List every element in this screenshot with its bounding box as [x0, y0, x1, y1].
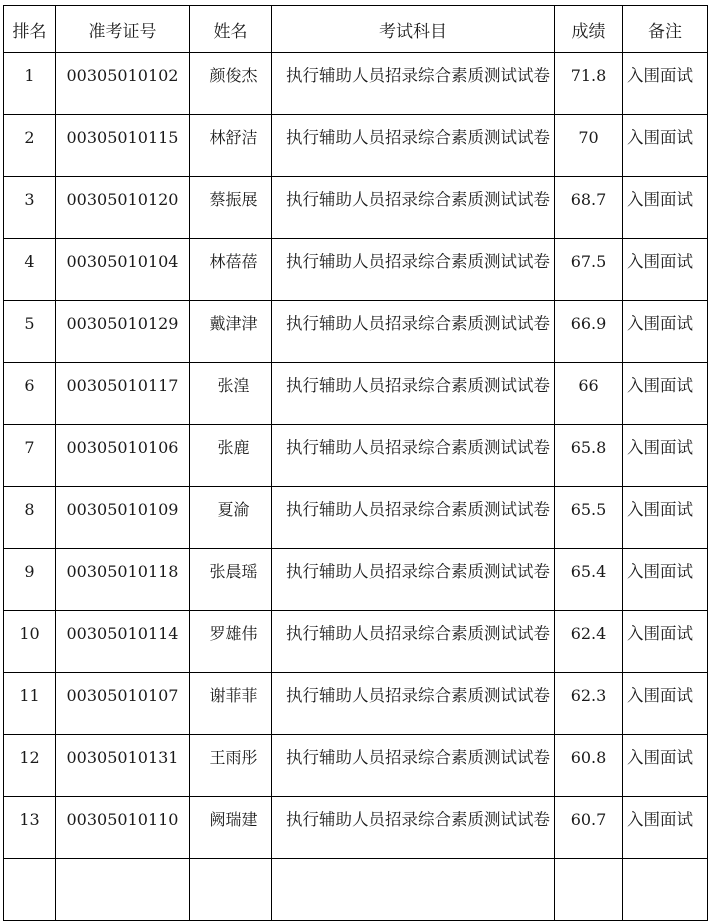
subject-text: 执行辅助人员招录综合素质测试试卷 [286, 686, 550, 705]
cell-subject [272, 53, 555, 115]
cell-exam-id: 00305010106 [56, 425, 190, 487]
cell-rank: 2 [4, 115, 56, 177]
cell-score: 67.5 [555, 239, 623, 301]
cell-subject [272, 301, 555, 363]
cell-rank: 1 [4, 53, 56, 115]
cell-rank: 4 [4, 239, 56, 301]
cell-subject [272, 735, 555, 797]
header-subject: 考试科目 [272, 6, 555, 53]
table-row [4, 115, 708, 177]
cell-note: 入围面试 [623, 115, 708, 177]
cell-empty [56, 859, 190, 921]
cell-note: 入围面试 [623, 611, 708, 673]
cell-subject [272, 797, 555, 859]
cell-note: 入围面试 [623, 363, 708, 425]
cell-exam-id: 00305010110 [56, 797, 190, 859]
cell-rank: 10 [4, 611, 56, 673]
subject-text: 执行辅助人员招录综合素质测试试卷 [286, 190, 550, 209]
cell-score: 70 [555, 115, 623, 177]
cell-note: 入围面试 [623, 53, 708, 115]
cell-name: 蔡振展 [190, 177, 272, 239]
header-name: 姓名 [190, 6, 272, 53]
cell-score: 60.7 [555, 797, 623, 859]
cell-rank: 9 [4, 549, 56, 611]
subject-text: 执行辅助人员招录综合素质测试试卷 [286, 624, 550, 643]
cell-note: 入围面试 [623, 487, 708, 549]
table-row [4, 549, 708, 611]
cell-name: 张鹿 [190, 425, 272, 487]
cell-empty [623, 859, 708, 921]
cell-name: 罗雄伟 [190, 611, 272, 673]
subject-text: 执行辅助人员招录综合素质测试试卷 [286, 314, 550, 333]
cell-subject [272, 425, 555, 487]
subject-text: 执行辅助人员招录综合素质测试试卷 [286, 66, 550, 85]
cell-empty [555, 859, 623, 921]
table-row [4, 735, 708, 797]
cell-subject [272, 487, 555, 549]
cell-rank: 12 [4, 735, 56, 797]
cell-exam-id: 00305010118 [56, 549, 190, 611]
cell-subject [272, 363, 555, 425]
subject-text: 执行辅助人员招录综合素质测试试卷 [286, 252, 550, 271]
cell-note: 入围面试 [623, 177, 708, 239]
cell-exam-id: 00305010107 [56, 673, 190, 735]
cell-rank: 13 [4, 797, 56, 859]
cell-rank: 8 [4, 487, 56, 549]
cell-empty [4, 859, 56, 921]
table-row [4, 797, 708, 859]
cell-subject [272, 611, 555, 673]
cell-rank: 5 [4, 301, 56, 363]
cell-score: 66 [555, 363, 623, 425]
header-row [4, 6, 708, 53]
cell-name: 谢菲菲 [190, 673, 272, 735]
cell-subject [272, 239, 555, 301]
table-row [4, 425, 708, 487]
cell-subject [272, 549, 555, 611]
subject-text: 执行辅助人员招录综合素质测试试卷 [286, 500, 550, 519]
table-row [4, 53, 708, 115]
cell-name: 张晨瑶 [190, 549, 272, 611]
cell-score: 71.8 [555, 53, 623, 115]
cell-score: 65.8 [555, 425, 623, 487]
cell-exam-id: 00305010104 [56, 239, 190, 301]
cell-score: 62.4 [555, 611, 623, 673]
cell-note: 入围面试 [623, 239, 708, 301]
table-row [4, 177, 708, 239]
table-row [4, 301, 708, 363]
header-rank: 排名 [4, 6, 56, 53]
cell-exam-id: 00305010114 [56, 611, 190, 673]
table-row [4, 673, 708, 735]
cell-name: 阙瑞建 [190, 797, 272, 859]
cell-empty [190, 859, 272, 921]
cell-note: 入围面试 [623, 301, 708, 363]
cell-empty [272, 859, 555, 921]
cell-name: 王雨彤 [190, 735, 272, 797]
cell-exam-id: 00305010115 [56, 115, 190, 177]
cell-rank: 3 [4, 177, 56, 239]
table-row [4, 611, 708, 673]
cell-exam-id: 00305010129 [56, 301, 190, 363]
cell-rank: 6 [4, 363, 56, 425]
subject-text: 执行辅助人员招录综合素质测试试卷 [286, 748, 550, 767]
cell-name: 张湟 [190, 363, 272, 425]
cell-name: 戴津津 [190, 301, 272, 363]
cell-subject [272, 673, 555, 735]
header-note: 备注 [623, 6, 708, 53]
subject-text: 执行辅助人员招录综合素质测试试卷 [286, 376, 550, 395]
cell-score: 68.7 [555, 177, 623, 239]
table-row [4, 363, 708, 425]
subject-text: 执行辅助人员招录综合素质测试试卷 [286, 810, 550, 829]
subject-text: 执行辅助人员招录综合素质测试试卷 [286, 128, 550, 147]
cell-name: 颜俊杰 [190, 53, 272, 115]
table-row-partial [4, 859, 708, 921]
cell-note: 入围面试 [623, 673, 708, 735]
table-row [4, 487, 708, 549]
header-score: 成绩 [555, 6, 623, 53]
cell-note: 入围面试 [623, 797, 708, 859]
cell-score: 65.5 [555, 487, 623, 549]
cell-name: 林舒洁 [190, 115, 272, 177]
subject-text: 执行辅助人员招录综合素质测试试卷 [286, 562, 550, 581]
cell-exam-id: 00305010109 [56, 487, 190, 549]
cell-score: 62.3 [555, 673, 623, 735]
cell-note: 入围面试 [623, 735, 708, 797]
cell-name: 夏渝 [190, 487, 272, 549]
cell-rank: 11 [4, 673, 56, 735]
cell-score: 66.9 [555, 301, 623, 363]
cell-exam-id: 00305010131 [56, 735, 190, 797]
cell-note: 入围面试 [623, 425, 708, 487]
cell-subject [272, 115, 555, 177]
cell-exam-id: 00305010120 [56, 177, 190, 239]
cell-note: 入围面试 [623, 549, 708, 611]
subject-text: 执行辅助人员招录综合素质测试试卷 [286, 438, 550, 457]
cell-rank: 7 [4, 425, 56, 487]
cell-exam-id: 00305010117 [56, 363, 190, 425]
cell-score: 65.4 [555, 549, 623, 611]
header-exam-id: 准考证号 [56, 6, 190, 53]
cell-name: 林蓓蓓 [190, 239, 272, 301]
cell-subject [272, 177, 555, 239]
cell-exam-id: 00305010102 [56, 53, 190, 115]
cell-score: 60.8 [555, 735, 623, 797]
table-row [4, 239, 708, 301]
score-table [3, 5, 708, 921]
